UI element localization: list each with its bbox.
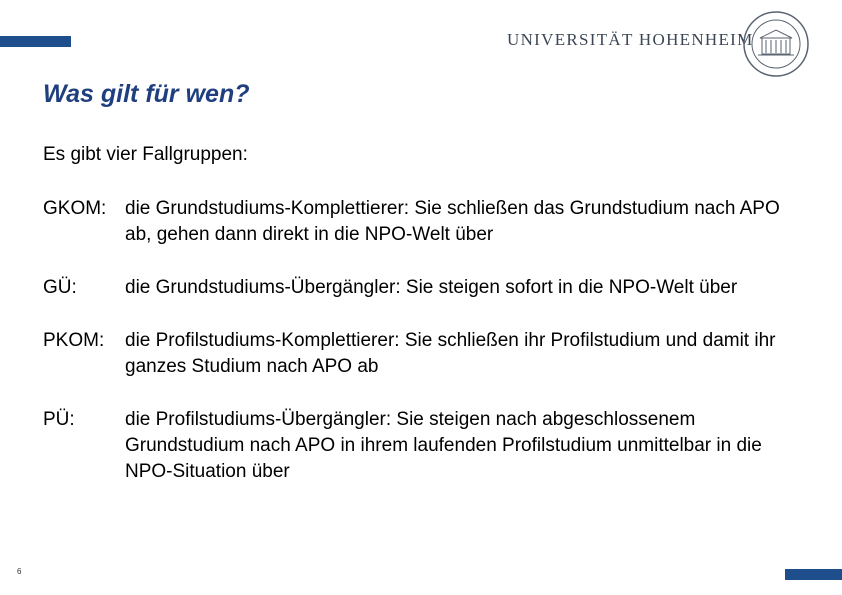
top-accent-bar bbox=[0, 36, 71, 47]
case-group-description: die Profilstudiums-Komplettierer: Sie schließen ihr Profilstudium und damit ihr ganzes Studium nach APO ab bbox=[125, 330, 776, 377]
case-group-description: die Grundstudiums-Übergängler: Sie steigen sofort in die NPO-Welt über bbox=[125, 277, 738, 298]
university-logo-text: UNIVERSITÄT HOHENHEIM bbox=[507, 30, 754, 49]
case-group-item bbox=[43, 196, 813, 248]
case-group-item bbox=[43, 275, 813, 301]
university-seal-icon bbox=[742, 10, 810, 78]
case-group-description: die Grundstudiums-Komplettierer: Sie schließen das Grundstudium nach APO ab, gehen dann direkt in die NPO-Welt über bbox=[125, 198, 780, 245]
bottom-accent-bar bbox=[785, 569, 842, 580]
case-group-label: PÜ: bbox=[43, 409, 75, 430]
case-group-label: GKOM: bbox=[43, 198, 107, 219]
case-group-description: die Profilstudiums-Übergängler: Sie steigen nach abgeschlossenem Grundstudium nach APO in ihrem laufenden Profilstudium unmittelbar in die NPO-Situation über bbox=[125, 409, 762, 482]
case-group-label: GÜ: bbox=[43, 277, 77, 298]
page-number: 6 bbox=[17, 567, 22, 576]
intro-text: Es gibt vier Fallgruppen: bbox=[43, 144, 248, 165]
case-group-list bbox=[43, 196, 813, 512]
case-group-item bbox=[43, 407, 813, 485]
case-group-label: PKOM: bbox=[43, 330, 105, 351]
case-group-item bbox=[43, 328, 813, 380]
slide-title: Was gilt für wen? bbox=[43, 80, 250, 108]
